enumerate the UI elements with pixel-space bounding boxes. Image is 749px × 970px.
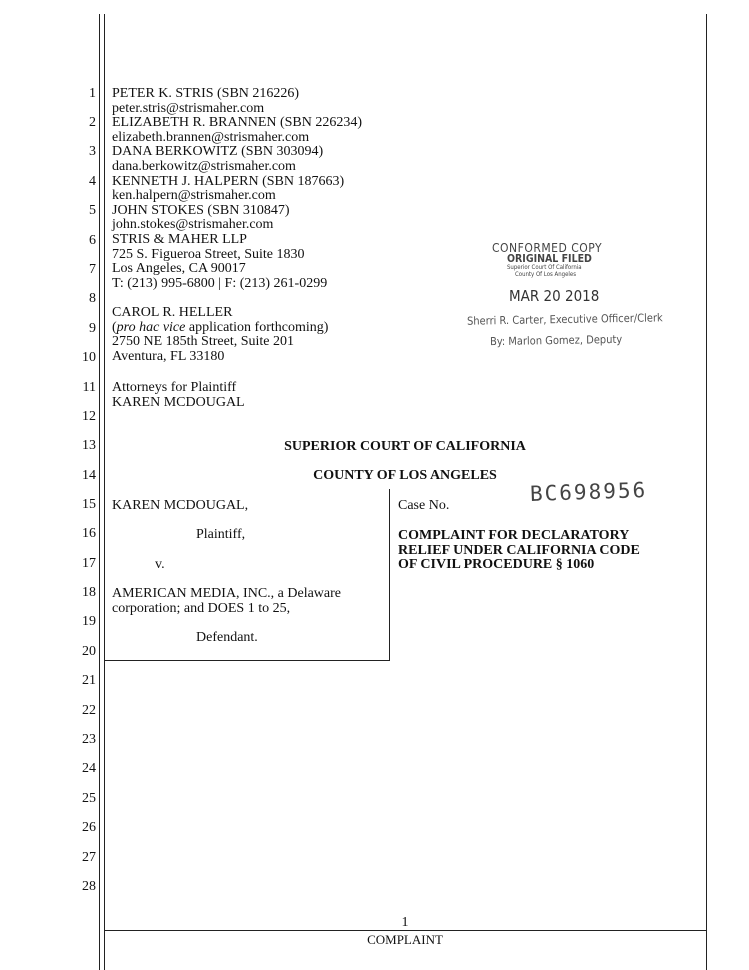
line-number: 8 [89,291,96,306]
defendant-role: Defendant. [196,630,258,645]
line-number: 22 [82,703,96,718]
plaintiff-name: KAREN MCDOUGAL, [112,498,249,513]
counsel-line: JOHN STOKES (SBN 310847) [112,202,290,218]
heller-note-rest: application forthcoming) [185,319,329,335]
line-number: 13 [82,438,96,453]
counsel-email: dana.berkowitz@strismaher.com [112,159,296,174]
court-name: SUPERIOR COURT OF CALIFORNIA [284,439,526,454]
line-number: 14 [82,468,96,483]
defendant-line-2: corporation; and DOES 1 to 25, [112,600,291,616]
plaintiff-role: Plaintiff, [196,527,246,542]
complaint-title-line-3: OF CIVIL PROCEDURE § 1060 [398,557,595,573]
counsel-email: peter.stris@strismaher.com [112,100,265,116]
line-number: 2 [89,115,96,130]
client-name: KAREN MCDOUGAL [112,394,245,410]
firm-name: STRIS & MAHER LLP [112,232,247,247]
line-number: 5 [89,203,96,218]
left-margin-rule-outer [99,14,100,970]
footer-label: COMPLAINT [367,932,443,947]
line-number: 10 [82,350,96,365]
line-number: 28 [82,879,96,894]
line-number: 23 [82,732,96,747]
stamp-date: MAR 20 2018 [509,287,600,305]
line-number: 4 [89,174,96,189]
line-number: 15 [82,497,96,512]
complaint-title-line-1: COMPLAINT FOR DECLARATORY [398,528,630,543]
versus: v. [155,557,165,572]
case-number-stamp: BC698956 [529,477,648,507]
firm-city: Los Angeles, CA 90017 [112,261,246,277]
stamp-clerk: Sherri R. Carter, Executive Officer/Clerk [466,311,663,328]
line-number: 3 [89,144,96,159]
line-number: 11 [82,380,96,395]
line-number: 18 [82,585,96,600]
counsel-line: KENNETH J. HALPERN (SBN 187663) [112,173,345,189]
firm-phone: T: (213) 995-6800 | F: (213) 261-0299 [112,275,328,291]
complaint-title-line-2: RELIEF UNDER CALIFORNIA CODE [398,542,640,558]
counsel-email: ken.halpern@strismaher.com [112,188,276,204]
line-number: 1 [89,86,96,101]
line-number: 20 [82,644,96,659]
line-number: 19 [82,614,96,629]
line-number: 7 [89,262,96,277]
heller-note [112,321,328,336]
stamp-deputy: By: Marlon Gomez, Deputy [489,332,623,349]
attorneys-for: Attorneys for Plaintiff [112,380,237,395]
line-number: 9 [89,321,96,336]
heller-city: Aventura, FL 33180 [112,348,225,364]
line-number: 16 [82,526,96,541]
right-margin-rule [706,14,707,970]
counsel-line: ELIZABETH R. BRANNEN (SBN 226234) [112,115,363,131]
heller-name: CAROL R. HELLER [112,305,233,320]
heller-note-italic: pro hac vice [116,319,186,335]
counsel-line: DANA BERKOWITZ (SBN 303094) [112,144,324,160]
line-number: 24 [82,761,96,776]
stamp-county: County Of Los Angeles [515,271,577,278]
stamp-original-filed: ORIGINAL FILED [507,253,592,265]
page-number: 1 [401,915,409,930]
counsel-line: PETER K. STRIS (SBN 216226) [112,86,300,101]
footer-rule [104,930,706,931]
heller-address: 2750 NE 185th Street, Suite 201 [112,334,294,350]
court-county: COUNTY OF LOS ANGELES [313,468,497,483]
line-number: 6 [89,233,96,248]
counsel-email: john.stokes@strismaher.com [112,217,274,233]
caption-divider [389,489,390,661]
firm-address: 725 S. Figueroa Street, Suite 1830 [112,246,305,262]
case-number-label: Case No. [398,498,450,513]
stamp-conformed-copy: CONFORMED COPY [492,241,603,255]
heller-note-paren: ( [112,319,117,335]
line-number: 21 [82,673,96,688]
defendant-line-1: AMERICAN MEDIA, INC., a Delaware [112,586,342,601]
left-margin-rule-inner [104,14,105,970]
line-number: 26 [82,820,96,835]
line-number: 12 [82,409,96,424]
stamp-court: Superior Court Of California [507,264,582,271]
line-number: 25 [82,791,96,806]
counsel-email: elizabeth.brannen@strismaher.com [112,129,310,145]
line-number: 17 [82,556,96,571]
caption-bottom-rule [104,660,390,661]
line-number: 27 [82,850,96,865]
